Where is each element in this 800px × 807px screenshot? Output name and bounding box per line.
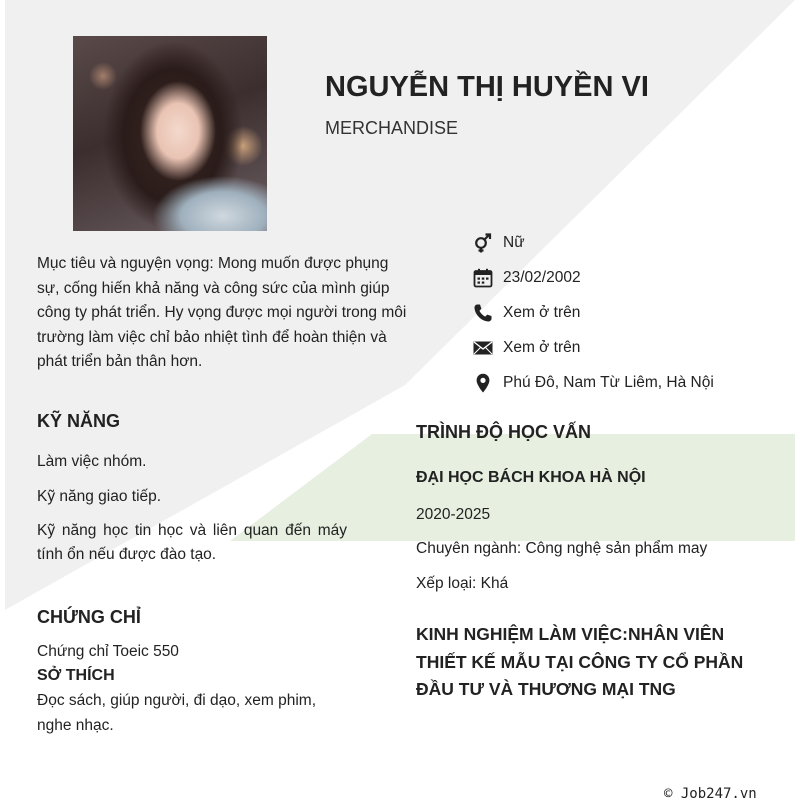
gender-value: Nữ (503, 234, 525, 251)
experience-title: KINH NGHIỆM LÀM VIỆC:NHÂN VIÊN THIẾT KẾ MẪU TẠI CÔNG TY CỔ PHẦN ĐẦU TƯ VÀ THƯƠNG MẠI TNG (416, 624, 744, 699)
education-rank: Xếp loại: Khá (416, 575, 509, 592)
email-value: Xem ở trên (503, 339, 581, 356)
contact-address (473, 371, 793, 406)
certificate-item: Chứng chỉ Toeic 550 (37, 643, 179, 660)
profile-photo (73, 36, 267, 231)
skills-list (37, 450, 347, 578)
contact-email (473, 336, 793, 371)
skills-title: KỸ NĂNG (37, 411, 121, 431)
contact-birthday (473, 266, 793, 301)
mail-icon (473, 336, 493, 360)
location-icon (473, 371, 493, 395)
education-school: ĐẠI HỌC BÁCH KHOA HÀ NỘI (416, 469, 646, 486)
skill-item: Kỹ năng học tin học và liên quan đến máy tính ổn nếu được đào tạo. (37, 522, 347, 563)
contact-phone (473, 301, 793, 336)
contact-gender (473, 231, 793, 266)
phone-value: Xem ở trên (503, 304, 581, 321)
calendar-icon (473, 266, 493, 290)
hobbies-text: Đọc sách, giúp người, đi dạo, xem phim, nghe nhạc. (37, 692, 317, 734)
skill-item: Làm việc nhóm. (37, 453, 147, 470)
career-objective: Mục tiêu và nguyện vọng: Mong muốn được phụng sự, cống hiến khả năng và công sức của mình giúp công ty phát triển. Hy vọng được mọi người trong môi trường làm việc chỉ bảo nhiệt tình để hoàn thiện và phát triển bản thân hơn. (37, 255, 407, 370)
education-title: TRÌNH ĐỘ HỌC VẤN (416, 422, 591, 442)
hobbies-title: SỞ THÍCH (37, 667, 115, 684)
candidate-position: MERCHANDISE (325, 118, 459, 138)
candidate-name: NGUYỄN THỊ HUYỀN VI (325, 71, 649, 103)
education-period: 2020-2025 (416, 506, 491, 523)
footer-copyright: © Job247.vn (664, 786, 757, 802)
gender-icon (473, 231, 493, 255)
skill-item: Kỹ năng giao tiếp. (37, 487, 162, 505)
birthday-value: 23/02/2002 (503, 269, 581, 286)
education-major: Chuyên ngành: Công nghệ sản phẩm may (416, 540, 708, 557)
certificates-title: CHỨNG CHỈ (37, 607, 141, 627)
contact-list (473, 231, 793, 406)
address-value: Phú Đô, Nam Từ Liêm, Hà Nội (503, 374, 714, 391)
phone-icon (473, 301, 493, 325)
